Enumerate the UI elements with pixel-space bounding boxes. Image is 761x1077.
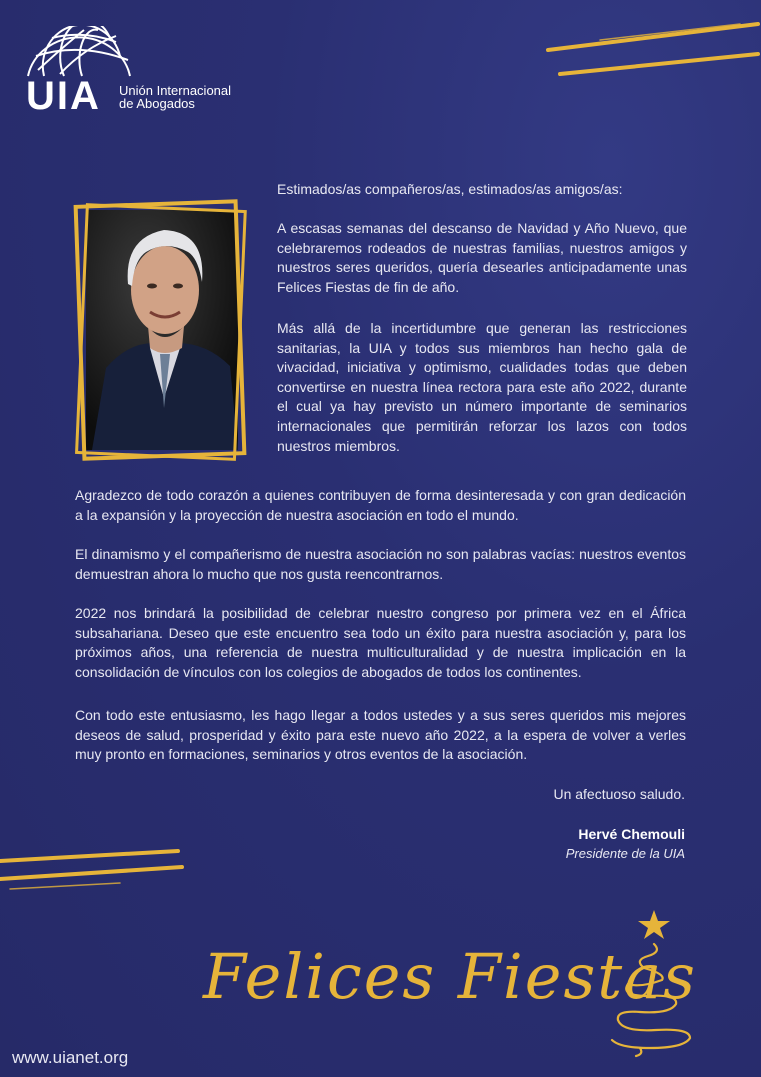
signer-name: Hervé Chemouli (578, 826, 685, 842)
letter-paragraph: Más allá de la incertidumbre que generan las restricciones sanitarias, la UIA y todos sus miembros han hecho gala de vivacidad, iniciativa y optimismo, cualidades todas que deben convertirse en nuestra línea rectora para este año 2022, durante el cual ya hay previsto un número importante de seminarios internacionales que permitirán reforzar los lazos con todos nuestros miembros. (277, 320, 687, 454)
letter-paragraph: El dinamismo y el compañerismo de nuestra asociación no son palabras vacías: nuestros eventos demuestran ahora lo mucho que nos gusta reencontrarnos. (75, 546, 686, 582)
letter-greeting: Estimados/as compañeros/as, estimados/as amigos/as: (277, 181, 623, 197)
felices-fiestas-script: Felices Fiestas (203, 940, 697, 1013)
star-icon (638, 910, 670, 939)
signer-role: Presidente de la UIA (565, 846, 685, 861)
president-photo (72, 198, 248, 464)
logo-mark: UIA (26, 74, 101, 118)
globe-icon (24, 26, 134, 78)
logo-org-line2: de Abogados (119, 96, 195, 111)
website-url[interactable]: www.uianet.org (12, 1048, 129, 1067)
letter-paragraph: A escasas semanas del descanso de Navidad y Año Nuevo, que celebraremos rodeados de nuestras familias, nuestros amigos y nuestros seres queridos, quería desearles anticipadamente unas Felices Fiestas de fin de año. (277, 220, 687, 295)
christmas-tree-icon (600, 908, 700, 1058)
uia-logo (24, 26, 254, 118)
letter-paragraph: 2022 nos brindará la posibilidad de celebrar nuestro congreso por primera vez en el África subsahariana. Deseo que este encuentro sea todo un éxito para nuestra asociación y, para los próximos años, una referencia de nuestra multiculturalidad y de nuestra implicación en la consolidación de vínculos con los colegios de abogados de todos los continentes. (75, 605, 686, 680)
letter-paragraph: Agradezco de todo corazón a quienes contribuyen de forma desinteresada y con gran dedicación a la expansión y la proyección de nuestra asociación en todo el mundo. (75, 487, 686, 523)
letter-closing: Un afectuoso saludo. (553, 786, 685, 802)
gold-strokes-left (0, 845, 185, 895)
letter-paragraph: Con todo este entusiasmo, les hago llegar a todos ustedes y a sus seres queridos mis mejores deseos de salud, prosperidad y éxito para este nuevo año 2022, a la espera de volver a verles muy pronto en formaciones, seminarios y otros eventos de la asociación. (75, 707, 686, 763)
logo-org-line1: Unión Internacional (119, 83, 232, 98)
gold-strokes-top (540, 10, 761, 80)
logo-org-name (119, 84, 259, 110)
